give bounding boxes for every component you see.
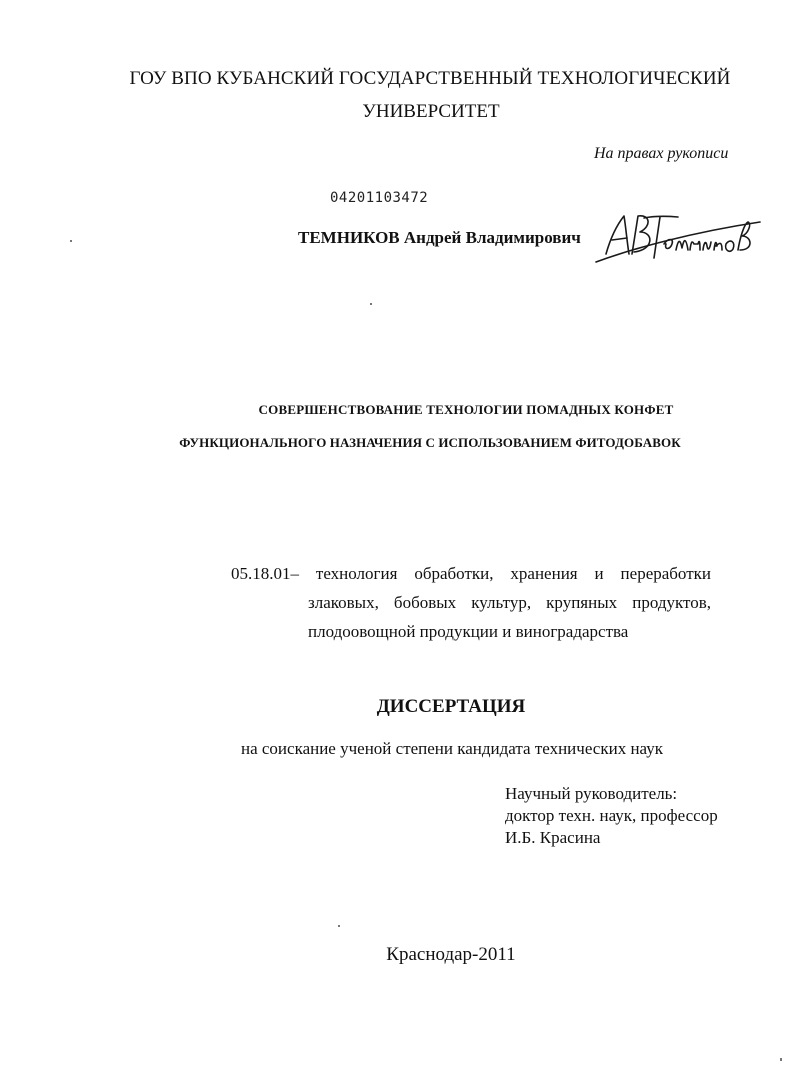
scan-speck: [780, 1058, 782, 1061]
supervisor-title: доктор техн. наук, профессор: [505, 806, 718, 825]
dissertation-title-line-1: СОВЕРШЕНСТВОВАНИЕ ТЕХНОЛОГИИ ПОМАДНЫХ КОНФЕТ: [258, 402, 674, 417]
specialty-line-3: плодоовощной продукции и виноградарства: [308, 622, 629, 641]
inventory-number: 04201103472: [330, 190, 429, 206]
scan-speck: [70, 240, 72, 242]
document-type-heading: ДИССЕРТАЦИЯ: [376, 696, 526, 717]
specialty-line-1: 05.18.01– технология обработки, хранения и переработки: [231, 564, 711, 583]
author-name: ТЕМНИКОВ Андрей Владимирович: [298, 228, 581, 247]
supervisor-name: И.Б. Красина: [505, 828, 601, 847]
specialty-line-2: злаковых, бобовых культур, крупяных продуктов,: [308, 593, 711, 612]
scan-speck: [370, 303, 372, 305]
scan-speck: [338, 925, 340, 927]
institution-line-2: УНИВЕРСИТЕТ: [362, 101, 500, 122]
institution-line-1: ГОУ ВПО КУБАНСКИЙ ГОСУДАРСТВЕННЫЙ ТЕХНОЛОГИЧЕСКИЙ: [129, 68, 731, 89]
handwritten-signature-icon: [594, 204, 764, 270]
supervisor-label: Научный руководитель:: [505, 784, 678, 803]
city-year: Краснодар-2011: [386, 944, 516, 965]
dissertation-title-line-2: ФУНКЦИОНАЛЬНОГО НАЗНАЧЕНИЯ С ИСПОЛЬЗОВАНИЕМ ФИТОДОБАВОК: [179, 435, 681, 450]
manuscript-rights-note: На правах рукописи: [594, 145, 729, 162]
degree-line: на соискание ученой степени кандидата технических наук: [240, 739, 663, 758]
